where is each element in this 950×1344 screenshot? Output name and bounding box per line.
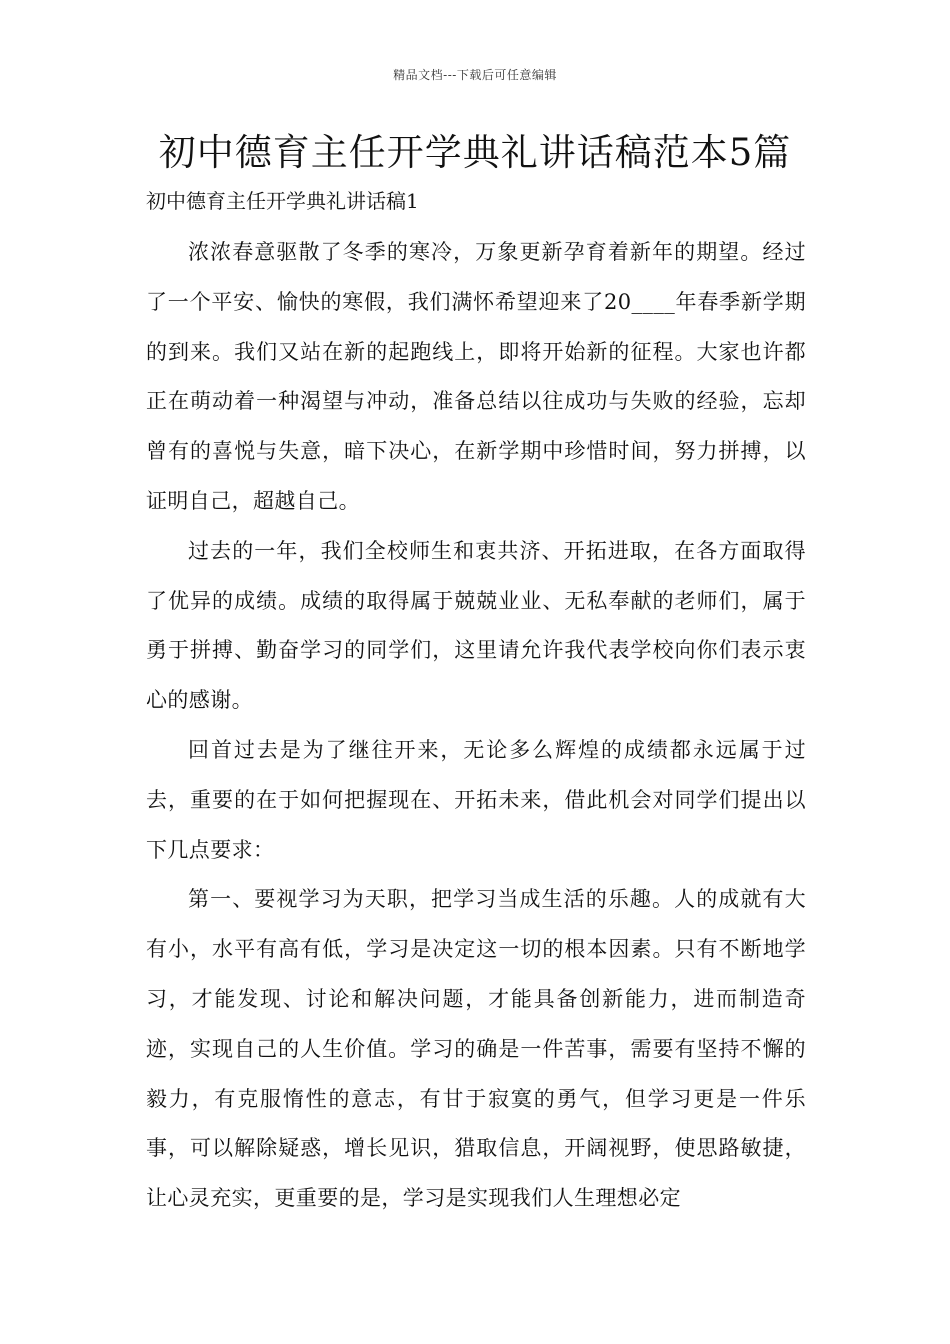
- paragraph: 第一、要视学习为天职，把学习当成生活的乐趣。人的成就有大有小，水平有高有低，学习是决定这一切的根本因素。只有不断地学习，才能发现、讨论和解决问题，才能具备创新能力，进而制造奇迹，实现自己的人生价值。学习的确是一件苦事，需要有坚持不懈的毅力，有克服惰性的意志，有甘于寂寞的勇气，但学习更是一件乐事，可以解除疑惑，增长见识，猎取信息，开阔视野，使思路敏捷，让心灵充实，更重要的是，学习是实现我们人生理想必定: [146, 887, 806, 1211]
- paragraph: 浓浓春意驱散了冬季的寒冷，万象更新孕育着新年的期望。经过了一个平安、愉快的寒假，我们满怀希望迎来了20____年春季新学期的到来。我们又站在新的起跑线上，即将开始新的征程。大家也许都正在萌动着一种渴望与冲动，准备总结以往成功与失败的经验，忘却曾有的喜悦与失意，暗下决心，在新学期中珍惜时间，努力拼搏，以证明自己，超越自己。: [146, 240, 806, 513]
- header-note: 精品文档---下载后可任意编辑: [393, 68, 557, 82]
- document-subtitle: 初中德育主任开学典礼讲话稿1: [146, 189, 419, 213]
- paragraph: 过去的一年，我们全校师生和衷共济、开拓进取，在各方面取得了优异的成绩。成绩的取得属于兢兢业业、无私奉献的老师们，属于勇于拼搏、勤奋学习的同学们，这里请允许我代表学校向你们表示衷心的感谢。: [146, 538, 806, 713]
- document-title: 初中德育主任开学典礼讲话稿范本5篇: [158, 131, 792, 174]
- document-body: [146, 228, 806, 1224]
- paragraph: 回首过去是为了继往开来，无论多么辉煌的成绩都永远属于过去，重要的在于如何把握现在、开拓未来，借此机会对同学们提出以下几点要求：: [146, 737, 806, 862]
